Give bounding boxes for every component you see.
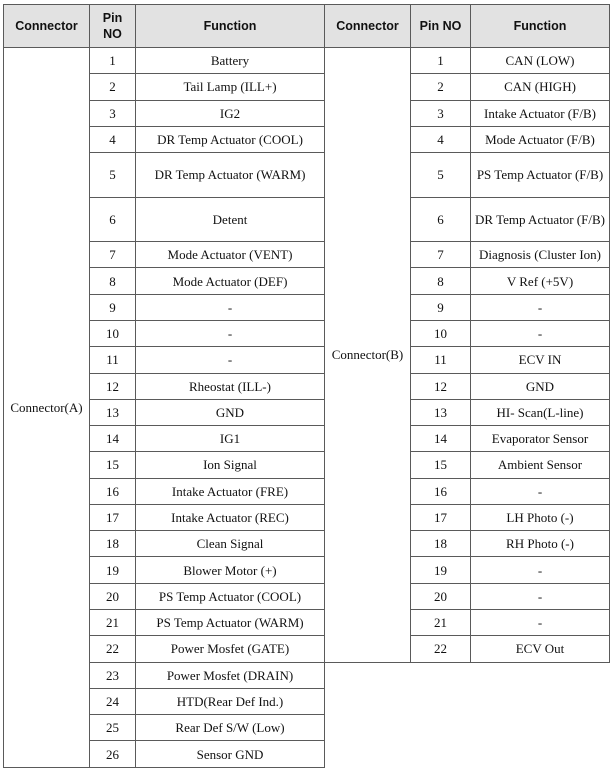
connector-b-pin: 5 — [411, 153, 471, 197]
connector-a-function: Power Mosfet (GATE) — [136, 636, 325, 662]
header-connector-b: Connector — [325, 5, 411, 48]
table-row — [4, 426, 610, 452]
connector-b-pin: 13 — [411, 399, 471, 425]
connector-a-pin: 14 — [90, 426, 136, 452]
connector-a-pin: 1 — [90, 48, 136, 74]
connector-a-label: Connector(A) — [4, 48, 90, 768]
connector-b-pin: 3 — [411, 100, 471, 126]
connector-a-pin: 24 — [90, 688, 136, 714]
connector-a-function: Ion Signal — [136, 452, 325, 478]
table-row — [4, 662, 610, 688]
connector-b-function: LH Photo (-) — [471, 504, 610, 530]
connector-b-pin: 16 — [411, 478, 471, 504]
connector-a-pin: 9 — [90, 294, 136, 320]
connector-a-pin: 6 — [90, 197, 136, 241]
connector-a-pin: 17 — [90, 504, 136, 530]
connector-a-function: Battery — [136, 48, 325, 74]
connector-b-function: - — [471, 610, 610, 636]
connector-b-function: - — [471, 557, 610, 583]
connector-b-function: Ambient Sensor — [471, 452, 610, 478]
connector-b-pin: 22 — [411, 636, 471, 662]
table-row — [4, 504, 610, 530]
connector-a-pin: 11 — [90, 347, 136, 373]
header-pin-no-b: Pin NO — [411, 5, 471, 48]
table-row — [4, 320, 610, 346]
connector-b-function: Evaporator Sensor — [471, 426, 610, 452]
table-row — [4, 74, 610, 100]
connector-b-pin: 12 — [411, 373, 471, 399]
connector-b-pin: 17 — [411, 504, 471, 530]
connector-a-function: HTD(Rear Def Ind.) — [136, 688, 325, 714]
connector-b-function: ECV IN — [471, 347, 610, 373]
connector-a-function: IG1 — [136, 426, 325, 452]
connector-a-pin: 4 — [90, 126, 136, 152]
connector-b-function: PS Temp Actuator (F/B) — [471, 153, 610, 197]
connector-a-pin: 5 — [90, 153, 136, 197]
table-row — [4, 48, 610, 74]
table-row — [4, 197, 610, 241]
table-row — [4, 242, 610, 268]
connector-a-pin: 16 — [90, 478, 136, 504]
connector-a-function: Blower Motor (+) — [136, 557, 325, 583]
connector-b-function: - — [471, 320, 610, 346]
table-row — [4, 373, 610, 399]
connector-a-pin: 10 — [90, 320, 136, 346]
connector-a-pin: 25 — [90, 715, 136, 741]
table-row — [4, 583, 610, 609]
table-row — [4, 399, 610, 425]
connector-b-function: - — [471, 478, 610, 504]
connector-b-pin: 10 — [411, 320, 471, 346]
connector-b-function: V Ref (+5V) — [471, 268, 610, 294]
table-row — [4, 452, 610, 478]
connector-a-function: Clean Signal — [136, 531, 325, 557]
connector-a-pin: 23 — [90, 662, 136, 688]
table-row — [4, 153, 610, 197]
connector-b-function: - — [471, 294, 610, 320]
connector-b-function: Intake Actuator (F/B) — [471, 100, 610, 126]
connector-a-pin: 2 — [90, 74, 136, 100]
connector-b-function: DR Temp Actuator (F/B) — [471, 197, 610, 241]
connector-b-pin: 15 — [411, 452, 471, 478]
connector-a-pin: 20 — [90, 583, 136, 609]
connector-a-function: IG2 — [136, 100, 325, 126]
connector-b-pin: 6 — [411, 197, 471, 241]
connector-a-pin: 21 — [90, 610, 136, 636]
connector-a-function: Intake Actuator (REC) — [136, 504, 325, 530]
connector-b-function: RH Photo (-) — [471, 531, 610, 557]
connector-b-pin: 21 — [411, 610, 471, 636]
connector-a-pin: 8 — [90, 268, 136, 294]
connector-b-function: GND — [471, 373, 610, 399]
table-row — [4, 294, 610, 320]
connector-a-function: Mode Actuator (DEF) — [136, 268, 325, 294]
header-function-a: Function — [136, 5, 325, 48]
connector-a-pin: 15 — [90, 452, 136, 478]
table-row — [4, 478, 610, 504]
connector-b-pin: 20 — [411, 583, 471, 609]
header-row — [4, 5, 610, 48]
connector-b-pin: 14 — [411, 426, 471, 452]
connector-b-function: - — [471, 583, 610, 609]
connector-a-function: Rear Def S/W (Low) — [136, 715, 325, 741]
connector-a-pin: 12 — [90, 373, 136, 399]
connector-a-function: Power Mosfet (DRAIN) — [136, 662, 325, 688]
connector-a-pin: 13 — [90, 399, 136, 425]
table-row — [4, 268, 610, 294]
connector-b-pin: 8 — [411, 268, 471, 294]
table-row — [4, 126, 610, 152]
connector-b-pin: 11 — [411, 347, 471, 373]
connector-b-pin: 19 — [411, 557, 471, 583]
connector-a-function: DR Temp Actuator (COOL) — [136, 126, 325, 152]
empty-area — [325, 662, 610, 767]
table-body — [4, 48, 610, 768]
connector-b-function: ECV Out — [471, 636, 610, 662]
connector-b-pin: 2 — [411, 74, 471, 100]
connector-a-pin: 26 — [90, 741, 136, 768]
pin-table — [3, 4, 610, 768]
connector-a-function: DR Temp Actuator (WARM) — [136, 153, 325, 197]
connector-a-pin: 22 — [90, 636, 136, 662]
connector-a-function: Tail Lamp (ILL+) — [136, 74, 325, 100]
connector-b-label: Connector(B) — [325, 48, 411, 663]
connector-a-function: PS Temp Actuator (COOL) — [136, 583, 325, 609]
table-row — [4, 100, 610, 126]
table-row — [4, 636, 610, 662]
table-row — [4, 610, 610, 636]
header-connector-a: Connector — [4, 5, 90, 48]
connector-b-pin: 4 — [411, 126, 471, 152]
connector-a-function: Sensor GND — [136, 741, 325, 768]
connector-a-function: - — [136, 347, 325, 373]
connector-b-function: CAN (LOW) — [471, 48, 610, 74]
header-pin-no-a: Pin NO — [90, 5, 136, 48]
connector-a-function: Detent — [136, 197, 325, 241]
connector-a-function: - — [136, 320, 325, 346]
connector-b-function: CAN (HIGH) — [471, 74, 610, 100]
connector-a-function: GND — [136, 399, 325, 425]
connector-b-pin: 18 — [411, 531, 471, 557]
connector-a-pin: 3 — [90, 100, 136, 126]
connector-b-function: HI- Scan(L-line) — [471, 399, 610, 425]
connector-a-pin: 18 — [90, 531, 136, 557]
connector-b-function: Mode Actuator (F/B) — [471, 126, 610, 152]
table-row — [4, 347, 610, 373]
connector-a-function: Intake Actuator (FRE) — [136, 478, 325, 504]
connector-a-pin: 7 — [90, 242, 136, 268]
connector-a-pin: 19 — [90, 557, 136, 583]
connector-a-function: Mode Actuator (VENT) — [136, 242, 325, 268]
connector-a-function: PS Temp Actuator (WARM) — [136, 610, 325, 636]
table-row — [4, 557, 610, 583]
connector-a-function: - — [136, 294, 325, 320]
connector-b-pin: 9 — [411, 294, 471, 320]
connector-b-pin: 1 — [411, 48, 471, 74]
header-function-b: Function — [471, 5, 610, 48]
table-row — [4, 531, 610, 557]
connector-a-function: Rheostat (ILL-) — [136, 373, 325, 399]
connector-b-function: Diagnosis (Cluster Ion) — [471, 242, 610, 268]
connector-b-pin: 7 — [411, 242, 471, 268]
